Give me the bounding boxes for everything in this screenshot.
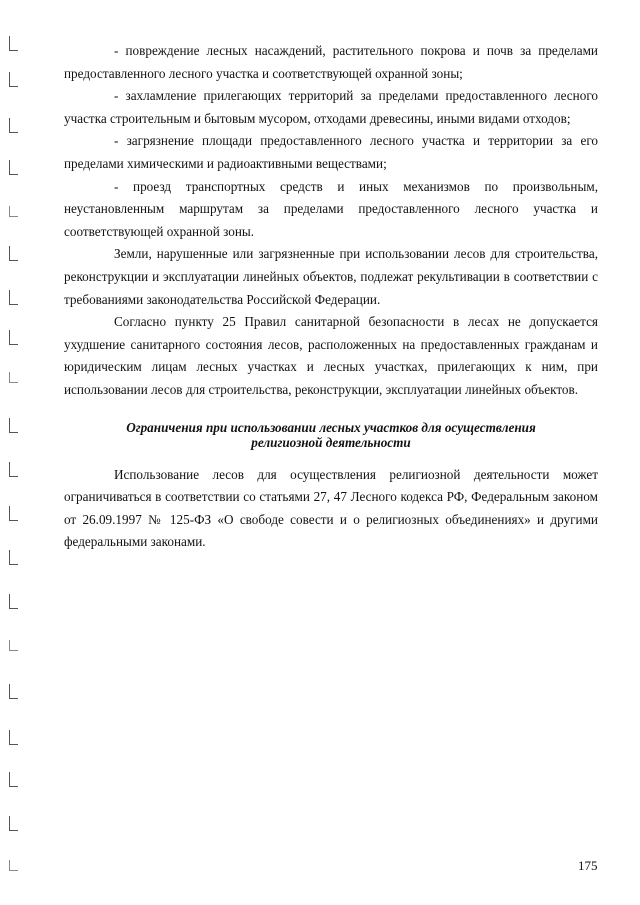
binding-mark xyxy=(9,594,18,609)
binding-mark xyxy=(9,506,18,521)
list-item: - загрязнение площади предоставленного лесного участка и территории за его пределами химическими и радиоактивными веществами; xyxy=(64,133,598,171)
binding-mark xyxy=(9,72,18,87)
list-item: - повреждение лесных насаждений, растительного покрова и почв за пределами предоставленного лесного участка и соответствующей охранной зоны; xyxy=(64,43,598,81)
binding-mark xyxy=(9,772,18,787)
section-heading-line: религиозной деятельности xyxy=(251,434,411,450)
binding-mark xyxy=(9,462,18,477)
document-body xyxy=(64,40,598,554)
paragraph: Использование лесов для осуществления религиозной деятельности может ограничиваться в соответствии со статьями 27, 47 Лесного кодекса РФ, Федеральным законом от 26.09.1997 № 125-ФЗ «О свободе совести и о религиозных объединениях» и другими федеральными законами. xyxy=(64,466,598,550)
binding-mark xyxy=(9,640,18,651)
binding-mark xyxy=(9,160,18,175)
binding-mark xyxy=(9,372,18,383)
binding-mark xyxy=(9,730,18,745)
binding-mark xyxy=(9,684,18,699)
paragraph: Земли, нарушенные или загрязненные при использовании лесов для строительства, реконструкции и эксплуатации линейных объектов, подлежат рекультивации в соответствии с требованиями законодательства Российской Федерации. xyxy=(64,246,598,307)
list-item: - захламление прилегающих территорий за пределами предоставленного лесного участка строительным и бытовым мусором, отходами древесины, иными видами отходов; xyxy=(64,88,598,126)
page-number: 175 xyxy=(578,858,598,873)
binding-mark xyxy=(9,816,18,831)
binding-margin-marks xyxy=(0,0,30,905)
binding-mark xyxy=(9,36,18,51)
binding-mark xyxy=(9,418,18,433)
section-heading xyxy=(64,420,598,450)
binding-mark xyxy=(9,290,18,305)
binding-mark xyxy=(9,246,18,261)
binding-mark xyxy=(9,330,18,345)
binding-mark xyxy=(9,118,18,133)
section-heading-line: Ограничения при использовании лесных участков для осуществления xyxy=(126,419,536,435)
paragraph: Согласно пункту 25 Правил санитарной безопасности в лесах не допускается ухудшение санитарного состояния лесов, расположенных на предоставленных гражданам и юридическим лицам лесных участках и лесных участках, прилегающих к ним, при использовании лесов для строительства, реконструкции, эксплуатации линейных объектов. xyxy=(64,314,598,397)
binding-mark xyxy=(9,206,18,217)
list-item: - проезд транспортных средств и иных механизмов по произвольным, неустановленным маршрутам за пределами предоставленного лесного участка и соответствующей охранной зоны. xyxy=(64,178,598,239)
binding-mark xyxy=(9,860,18,871)
binding-mark xyxy=(9,550,18,565)
